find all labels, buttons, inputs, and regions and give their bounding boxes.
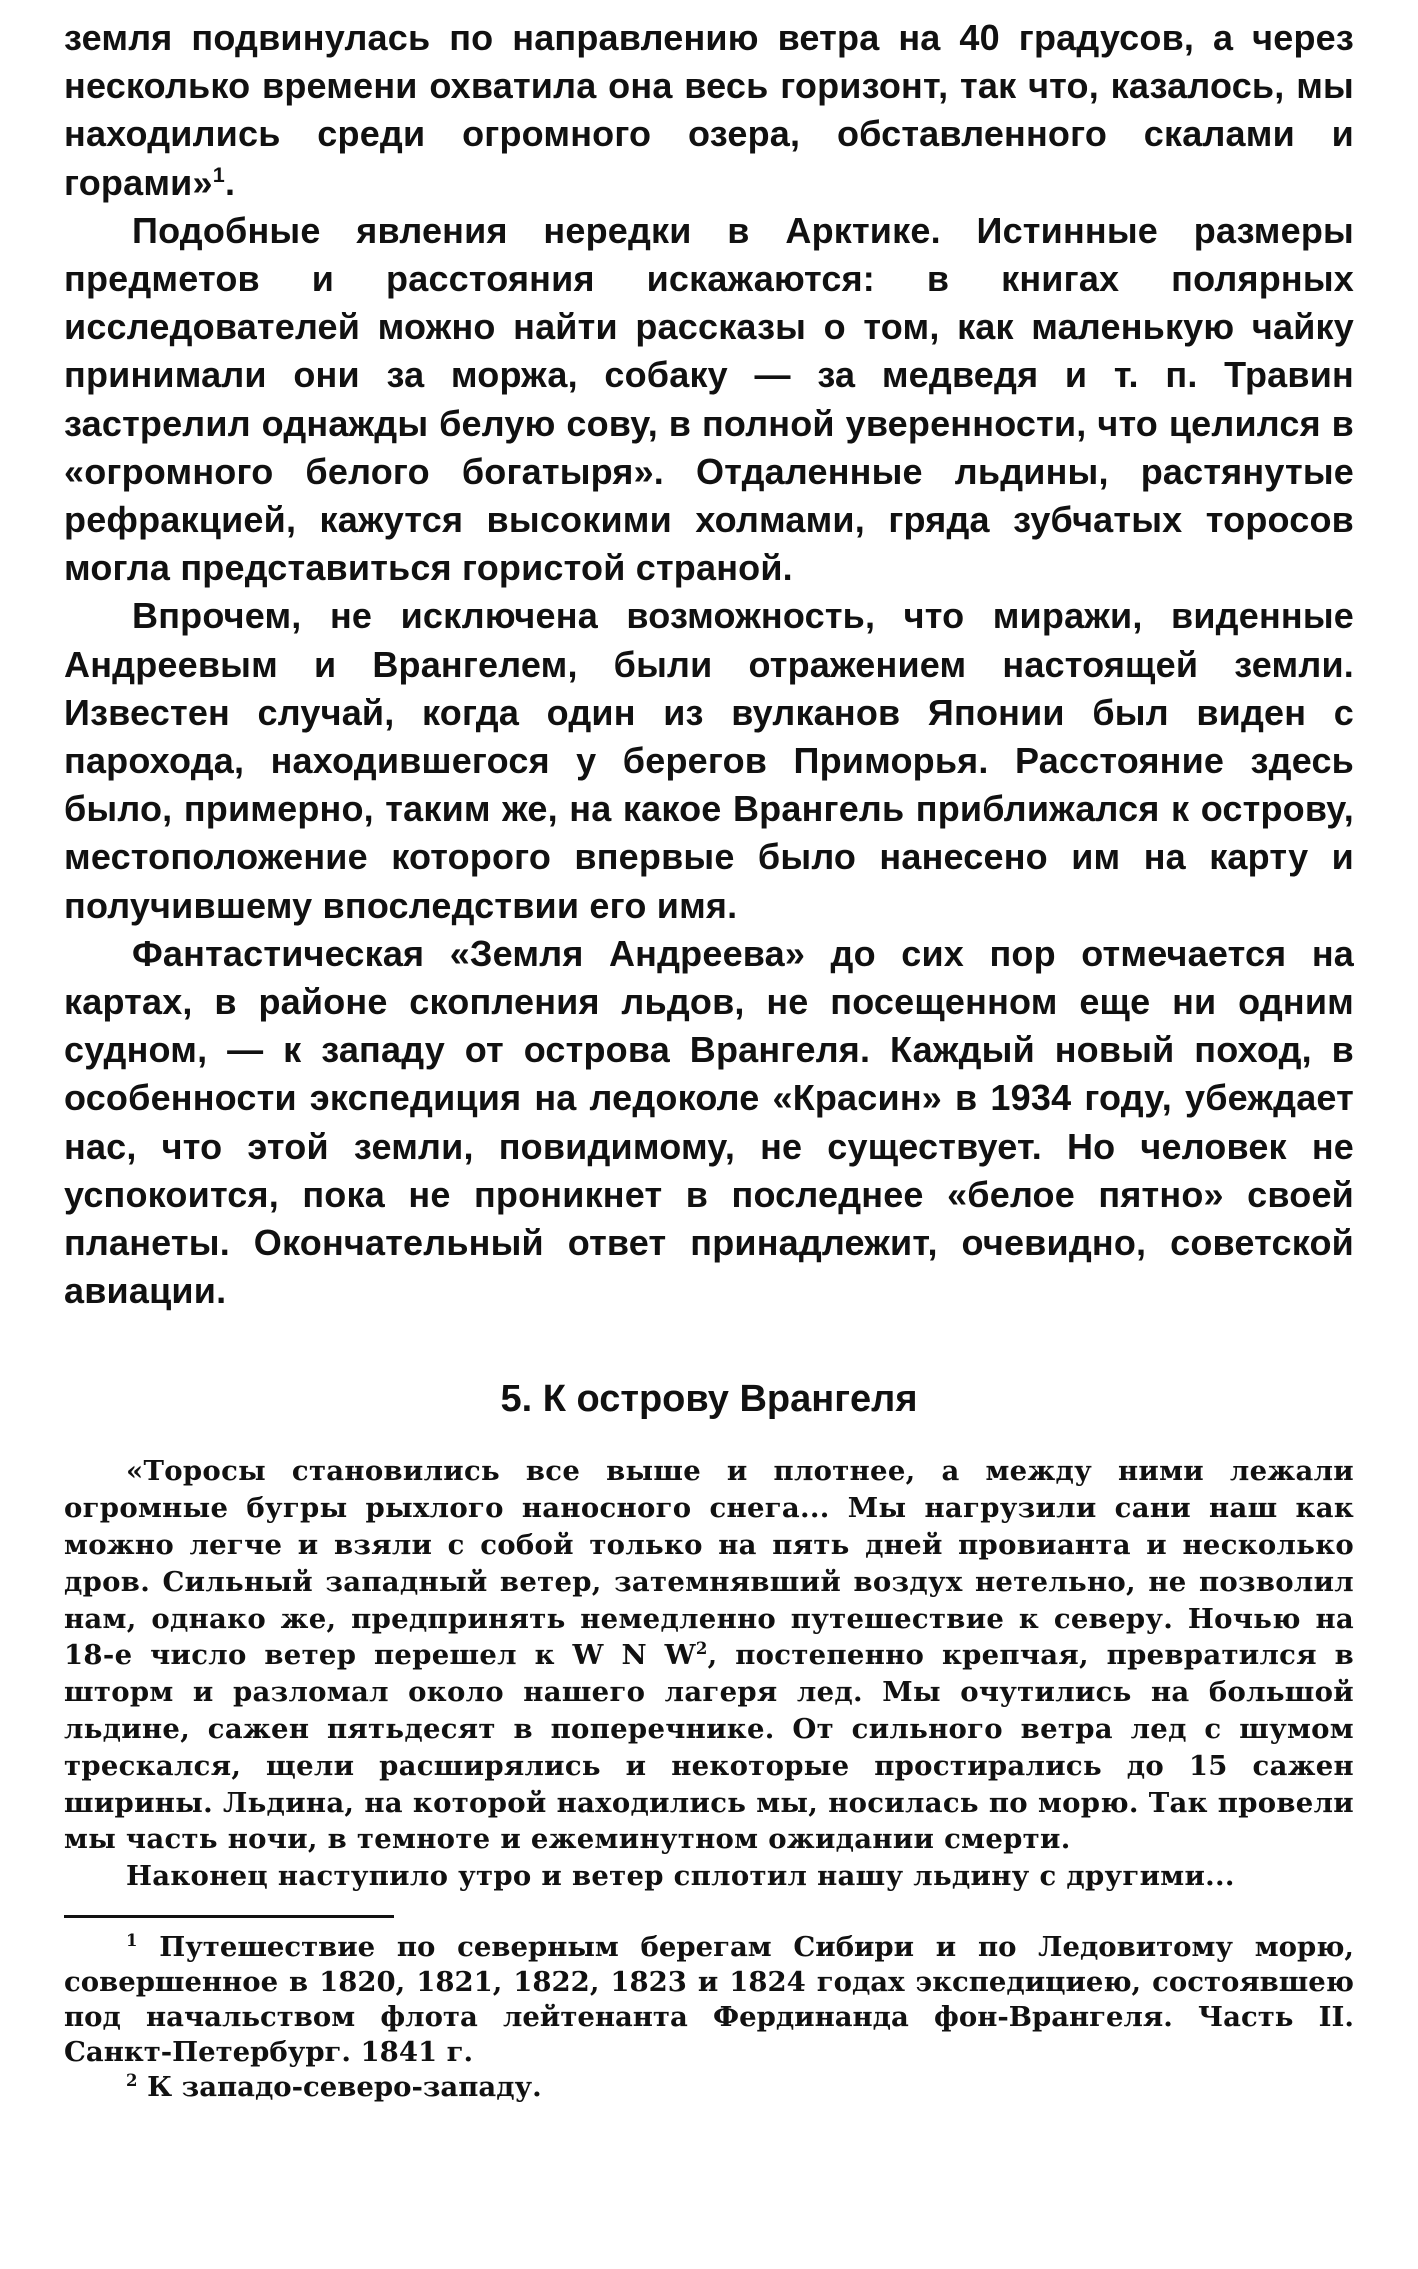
paragraph-andreev-land: Фантастическая «Земля Андреева» до сих пор отмечается на картах, в районе скопления льдов, не посещенном еще ни одним судном, — к западу от острова Врангеля. Каждый новый поход, в особенности экспедиция на ледоколе «Красин» в 1934 году, убеждает нас, что этой земли, повидимому, не существует. Но человек не успокоится, пока не проникнет в последнее «белое пятно» своей планеты. Окончательный ответ принадлежит, очевидно, советской авиации. [64, 932, 1354, 1312]
quote-paragraph [64, 1453, 1354, 1858]
footnote-2 [64, 2070, 1354, 2105]
book-page [64, 14, 1354, 2105]
footnote-1 [64, 1930, 1354, 2070]
quote-paragraph-end: Наконец наступило утро и ветер сплотил нашу льдину с другими... [126, 1860, 1235, 1893]
footnote-marker: 2 [126, 2071, 138, 2091]
quote-tail: , постепенно крепчая, превратился в шторм и разломал около нашего лагеря лед. Мы очутились на большой льдине, сажен пятьдесят в поперечнике. От сильного ветра лед с шумом трескался, щели расширялись и некоторые простирались до 15 сажен ширины. Льдина, на которой находились мы, носилась по морю. Так провели мы часть ночи, в темноте и ежеминутном ожидании смерти. [64, 1639, 1354, 1856]
footnote-marker: 1 [126, 1931, 138, 1951]
paragraph-tail: . [224, 161, 236, 203]
footnote-text: Путешествие по северным берегам Сибири и по Ледовитому морю, совершенное в 1820, 1821, 1822, 1823 и 1824 годах экспедициею, состоявшею под начальством флота лейтенанта Фердинанда фон-Врангеля. Часть II. Санкт-Петербург. 1841 г. [64, 1931, 1354, 2069]
quote-text: «Торосы становились все выше и плотнее, а между ними лежали огромные бугры рыхлого наносного снега... Мы нагрузили сани наш как можно легче и взяли с собой только на пять дней провианта и несколько дров. Сильный западный ветер, затемнявший воздух нетельно, не позволил нам, однако же, предпринять немедленно путешествие к северу. Ночью на 18-е число ветер перешел к W N W [64, 1455, 1354, 1672]
section-heading: 5. К острову Врангеля [500, 1378, 918, 1421]
paragraph-continuation [64, 14, 1354, 207]
footnote-text: К западо-северо-западу. [147, 2071, 542, 2104]
footnote-reference: 1 [212, 161, 225, 187]
paragraph-arctic-phenomena: Подобные явления нередки в Арктике. Истинные размеры предметов и расстояния искажаются: в книгах полярных исследователей можно найти рассказы о том, как маленькую чайку принимали они за моржа, собаку — за медведя и т. п. Травин застрелил однажды белую сову, в полной уверенности, что целился в «огромного белого богатыря». Отдаленные льдины, растянутые рефракцией, кажутся высокими холмами, гряда зубчатых торосов могла представиться гористой страной. [64, 209, 1354, 589]
footnote-divider [64, 1915, 394, 1918]
paragraph-mirages: Впрочем, не исключена возможность, что миражи, виденные Андреевым и Врангелем, были отражением настоящей земли. Известен случай, когда один из вулканов Японии был виден с парохода, находившегося у берегов Приморья. Расстояние здесь было, примерно, таким же, на какое Врангель приближался к острову, местоположение которого впервые было нанесено им на карту и получившему впоследствии его имя. [64, 595, 1354, 926]
paragraph-text: земля подвинулась по направлению ветра на 40 градусов, а через несколько времени охватила она весь горизонт, так что, казалось, мы находились среди огромного озера, обставленного скалами и горами» [64, 17, 1354, 203]
footnote-reference: 2 [695, 1639, 708, 1659]
